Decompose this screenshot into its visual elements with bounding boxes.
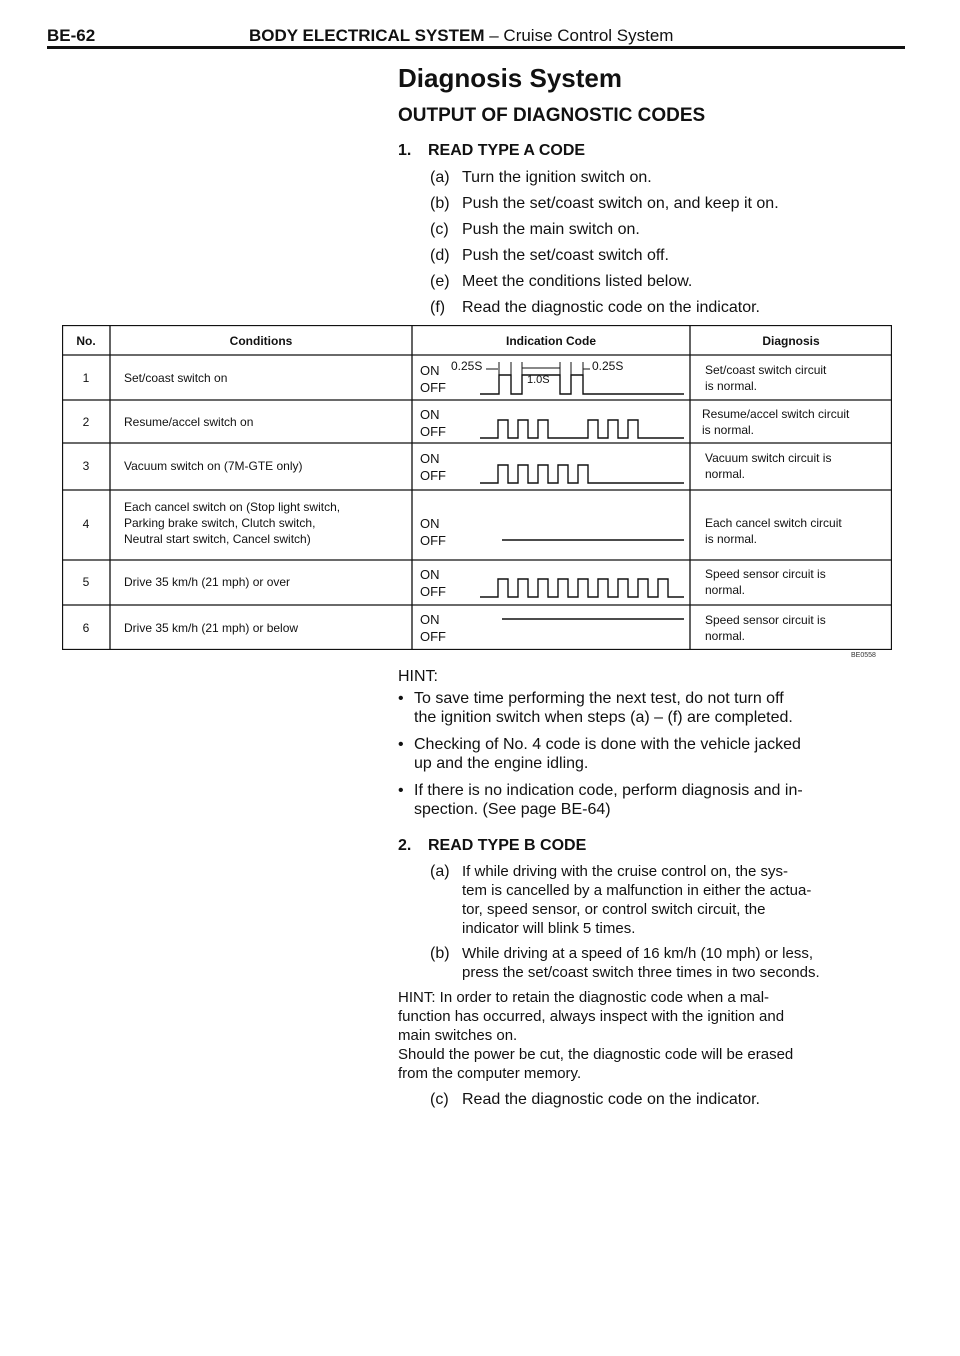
row3-no: 3 bbox=[82, 459, 90, 473]
header-diagnosis: Diagnosis bbox=[762, 334, 820, 348]
row5-off-label: OFF bbox=[420, 584, 446, 599]
page-number: BE-62 bbox=[47, 26, 96, 45]
row6-diagnosis-line2: normal. bbox=[705, 629, 746, 643]
header-indication-code: Indication Code bbox=[506, 334, 596, 348]
step1-item-b: (b) Push the set/coast switch on, and keep it on. bbox=[430, 195, 779, 212]
header-title-rest: – Cruise Control System bbox=[484, 26, 674, 45]
row1-diagnosis-line1: Set/coast switch circuit bbox=[705, 363, 827, 377]
indication-waveform-row2 bbox=[480, 420, 684, 438]
step2-number: 2. bbox=[398, 837, 412, 854]
row6-diagnosis-line1: Speed sensor circuit is bbox=[705, 613, 826, 627]
row4-off-label: OFF bbox=[420, 533, 446, 548]
row1-no: 1 bbox=[82, 371, 90, 385]
step2-title: READ TYPE B CODE bbox=[428, 837, 587, 854]
row4-on-label: ON bbox=[420, 516, 440, 531]
row6-off-label: OFF bbox=[420, 629, 446, 644]
row3-off-label: OFF bbox=[420, 468, 446, 483]
step1-item-f: (f) Read the diagnostic code on the indicator. bbox=[430, 299, 760, 316]
row2-no: 2 bbox=[82, 415, 90, 429]
hint1-bullet-3: • If there is no indication code, perform diagnosis and in- spection. (See page BE-64) bbox=[398, 782, 803, 818]
row3-diagnosis-line1: Vacuum switch circuit is bbox=[705, 451, 832, 465]
step1-item-a: (a) Turn the ignition switch on. bbox=[430, 169, 652, 186]
row2-diagnosis-line2: is normal. bbox=[702, 423, 755, 437]
row1-condition: Set/coast switch on bbox=[124, 371, 228, 385]
hint1-bullet-2: • Checking of No. 4 code is done with the vehicle jacked up and the engine idling. bbox=[398, 736, 801, 772]
row4-condition-line3: Neutral start switch, Cancel switch) bbox=[124, 532, 311, 546]
step1-item-e: (e) Meet the conditions listed below. bbox=[430, 273, 693, 290]
row3-on-label: ON bbox=[420, 451, 440, 466]
header-conditions: Conditions bbox=[229, 334, 293, 348]
step1-number: 1. bbox=[398, 142, 412, 159]
indication-waveform-row5 bbox=[480, 579, 684, 597]
step1-title: READ TYPE A CODE bbox=[428, 142, 586, 159]
subsection-title: OUTPUT OF DIAGNOSTIC CODES bbox=[398, 105, 706, 126]
row4-diagnosis-line1: Each cancel switch circuit bbox=[705, 516, 842, 530]
step2-hint: HINT: In order to retain the diagnostic code when a mal- function has occurred, always inspect with the ignition and main switches on. Should the power be cut, the diagnostic code will be erased from the computer memory. bbox=[398, 989, 794, 1082]
row5-condition: Drive 35 km/h (21 mph) or over bbox=[124, 575, 291, 589]
row6-condition: Drive 35 km/h (21 mph) or below bbox=[124, 621, 299, 635]
row2-on-label: ON bbox=[420, 407, 440, 422]
row2-diagnosis-line1: Resume/accel switch circuit bbox=[702, 407, 850, 421]
indication-waveform-row3 bbox=[480, 465, 684, 483]
header-no: No. bbox=[76, 334, 96, 348]
row4-condition-line2: Parking brake switch, Clutch switch, bbox=[124, 516, 316, 530]
row2-off-label: OFF bbox=[420, 424, 446, 439]
step1-item-d: (d) Push the set/coast switch off. bbox=[430, 247, 669, 264]
row5-diagnosis-line2: normal. bbox=[705, 583, 746, 597]
row4-condition-line1: Each cancel switch on (Stop light switch, bbox=[124, 500, 341, 514]
timing-left-label: 0.25S bbox=[451, 359, 483, 373]
section-title: Diagnosis System bbox=[398, 63, 622, 93]
diagnostic-code-table bbox=[62, 325, 892, 650]
row5-diagnosis-line1: Speed sensor circuit is bbox=[705, 567, 826, 581]
row1-diagnosis-line2: is normal. bbox=[705, 379, 758, 393]
row6-no: 6 bbox=[82, 621, 90, 635]
row3-diagnosis-line2: normal. bbox=[705, 467, 746, 481]
header-title bbox=[249, 26, 673, 46]
timing-mid-label: 1.0S bbox=[527, 374, 550, 386]
header-rule bbox=[47, 46, 905, 49]
row5-on-label: ON bbox=[420, 567, 440, 582]
step1-item-c: (c) Push the main switch on. bbox=[430, 221, 640, 238]
row1-on-label: ON bbox=[420, 363, 440, 378]
row3-condition: Vacuum switch on (7M-GTE only) bbox=[124, 459, 303, 473]
step2-item-c: (c) Read the diagnostic code on the indicator. bbox=[430, 1091, 760, 1108]
row6-on-label: ON bbox=[420, 612, 440, 627]
row5-no: 5 bbox=[82, 575, 90, 589]
header-title-bold: BODY ELECTRICAL SYSTEM bbox=[249, 26, 485, 45]
row2-condition: Resume/accel switch on bbox=[124, 415, 254, 429]
indication-waveform-row1 bbox=[480, 375, 684, 394]
row1-off-label: OFF bbox=[420, 380, 446, 395]
row4-no: 4 bbox=[82, 517, 90, 531]
hint1-bullet-1: • To save time performing the next test, do not turn off the ignition switch when steps (a) – (f) are completed. bbox=[398, 690, 793, 726]
timing-right-label: 0.25S bbox=[592, 359, 624, 373]
figure-id: BE0558 bbox=[851, 652, 876, 659]
row4-diagnosis-line2: is normal. bbox=[705, 532, 758, 546]
hint1-title: HINT: bbox=[398, 668, 438, 685]
